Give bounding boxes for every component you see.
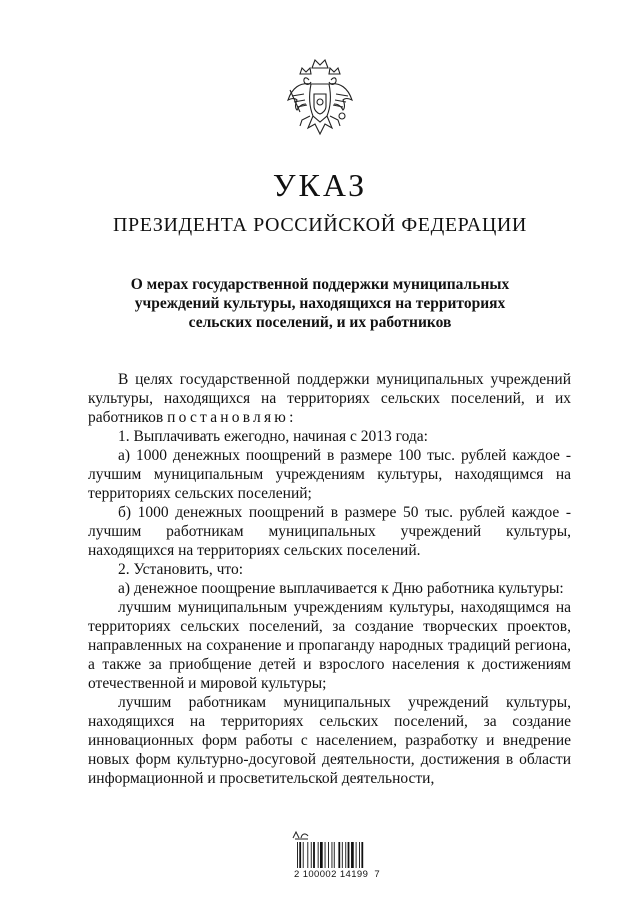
body-paragraph: а) 1000 денежных поощрений в размере 100 тыс. рублей каждое - лучшим муниципальным учреждениям культуры, находящимся на территориях сельских поселений; <box>88 447 571 502</box>
body-paragraph: а) денежное поощрение выплачивается к Дню работника культуры: <box>118 580 564 597</box>
barcode-bar <box>297 842 298 868</box>
subject-line: О мерах государственной поддержки муниципальных <box>130 276 510 293</box>
barcode-bar <box>348 842 350 868</box>
intro-text: В целях государственной поддержки муниципальных учреждений культуры, находящихся на территориях сельских поселений, и их работников <box>88 371 571 426</box>
barcode-bar <box>320 842 323 868</box>
decree-body <box>88 370 571 788</box>
coat-of-arms-icon <box>282 54 358 150</box>
barcode-bar <box>318 842 319 868</box>
barcode-bar <box>332 842 333 868</box>
barcode-bar <box>303 842 304 868</box>
barcode-bar <box>345 842 346 868</box>
body-paragraph: 1. Выплачивать ежегодно, начиная с 2013 года: <box>118 428 428 445</box>
intro-paragraph <box>88 370 571 427</box>
barcode-bar <box>299 842 301 868</box>
small-mark-icon <box>292 830 310 840</box>
barcode-bar <box>328 842 329 868</box>
barcode-bar <box>359 842 360 868</box>
barcode-bar <box>361 842 363 868</box>
barcode-bar <box>313 842 315 868</box>
document-subtitle: ПРЕЗИДЕНТА РОССИЙСКОЙ ФЕДЕРАЦИИ <box>113 214 527 236</box>
document-title: УКАЗ <box>272 167 368 203</box>
barcode-bar <box>342 842 343 868</box>
body-paragraph: б) 1000 денежных поощрений в размере 50 тыс. рублей каждое - лучшим работникам муниципальных учреждений культуры, находящихся на территориях сельских поселений. <box>88 504 571 559</box>
barcode-bar <box>311 842 312 868</box>
barcode-number: 2 100002 14199 7 <box>293 869 381 880</box>
decree-word: постановляю: <box>167 409 297 426</box>
barcode-bar <box>307 842 308 868</box>
barcode-bar <box>334 842 335 868</box>
decree-subject <box>90 275 550 332</box>
barcode-bar <box>338 842 340 868</box>
body-paragraph: 2. Установить, что: <box>118 561 244 578</box>
barcode-icon <box>297 842 375 870</box>
barcode-bar <box>325 842 326 868</box>
body-paragraph: лучшим работникам муниципальных учреждений культуры, находящихся на территориях сельских поселений, за создание инновационных форм работы с населением, разработку и внедрение новых форм культурно-досуговой деятельности, достижения в области информационной и просветительской деятельности, <box>88 694 571 787</box>
barcode-bar <box>351 842 354 868</box>
subject-line: сельских поселений, и их работников <box>188 314 452 331</box>
subject-line: учреждений культуры, находящихся на территориях <box>134 295 506 312</box>
barcode-bar <box>356 842 357 868</box>
body-paragraph: лучшим муниципальным учреждениям культуры, находящимся на территориях сельских поселений, за создание творческих проектов, направленных на сохранение и пропаганду народных традиций региона, а также за приобщение детей и взрослого населения к достижениям отечественной и мировой культуры; <box>88 599 571 692</box>
